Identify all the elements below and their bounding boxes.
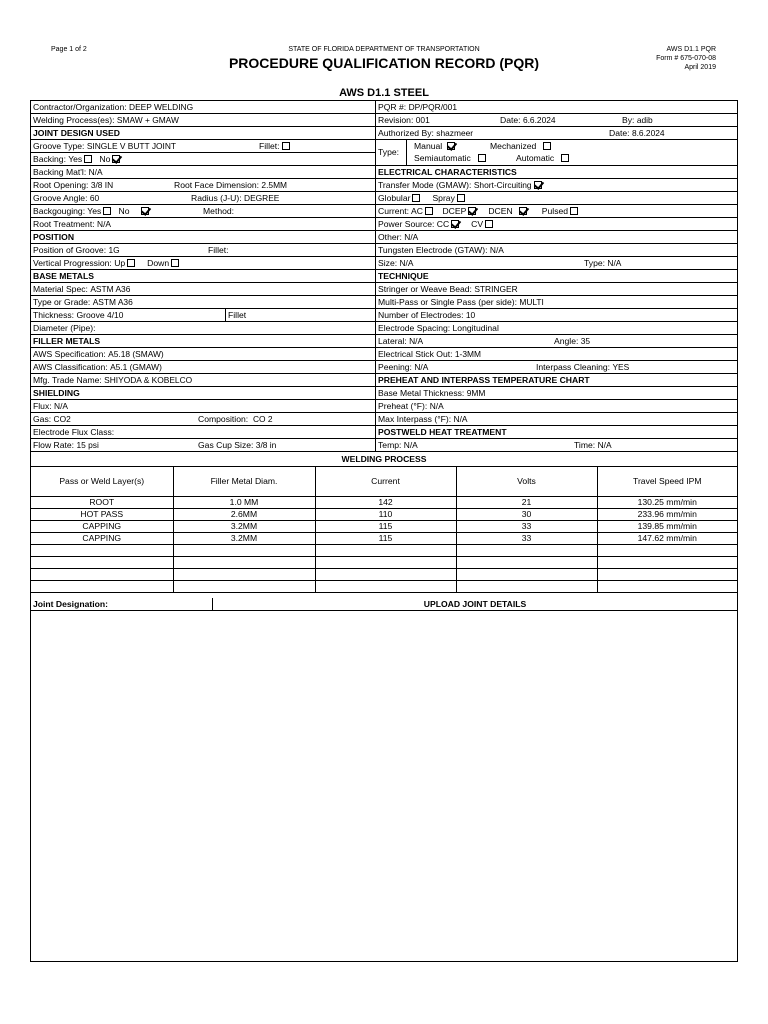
backgouging-row: Backgouging: Yes No Method:	[31, 205, 375, 218]
welding-process-heading: WELDING PROCESS	[31, 453, 737, 467]
table-cell[interactable]: ROOT	[31, 497, 173, 509]
pqr-number-value[interactable]: DP/PQR/001	[408, 102, 457, 112]
angle-value[interactable]: 35	[580, 336, 591, 346]
table-cell[interactable]: 2.6MM	[173, 509, 315, 521]
revision-value[interactable]: 001	[415, 115, 430, 125]
cv-checkbox[interactable]	[485, 220, 493, 228]
tungsten-row: Tungsten Electrode (GTAW): N/A	[375, 244, 737, 257]
backgouging-yes-checkbox[interactable]	[103, 207, 111, 215]
spray-checkbox[interactable]	[457, 194, 465, 202]
thickness-row: Thickness: Groove 4/10 Fillet	[31, 309, 375, 322]
joint-design-heading: JOINT DESIGN USED	[31, 127, 375, 140]
current-row: Current: AC DCEP DCEN Pulsed	[375, 205, 737, 218]
short-circuiting-checkbox[interactable]	[534, 181, 542, 189]
table-row	[31, 497, 737, 509]
other-value[interactable]: N/A	[404, 232, 419, 242]
table-header-cell: Filler Metal Diam.	[173, 467, 315, 497]
authorized-value[interactable]: shazmeer	[436, 128, 474, 138]
material-spec-value[interactable]: ASTM A36	[90, 284, 131, 294]
cup-size-value[interactable]: 3/8 in	[255, 440, 277, 450]
aws-class-value[interactable]: A5.1 (GMAW)	[110, 362, 162, 372]
table-header-cell: Current	[315, 467, 456, 497]
vertical-row: Vertical Progression: Up Down	[31, 257, 375, 270]
backing-mat-row: Backing Mat'l: N/A	[31, 166, 375, 179]
transfer-mode-row: Transfer Mode (GMAW): Short-Circuiting	[375, 179, 737, 192]
table-header-row	[31, 467, 737, 497]
base-thickness-row: Base Metal Thickness: 9MM	[375, 387, 737, 400]
table-cell[interactable]: 21	[456, 497, 597, 509]
type-divider	[406, 140, 407, 165]
table-row	[31, 521, 737, 533]
automatic-checkbox[interactable]	[561, 154, 569, 162]
electrodes-row: Number of Electrodes: 10	[375, 309, 737, 322]
time-value[interactable]: N/A	[597, 440, 612, 450]
form-number: Form # 675-070-08	[656, 55, 716, 62]
table-cell[interactable]	[315, 581, 456, 593]
mechanized-checkbox[interactable]	[543, 142, 551, 150]
table-row	[31, 533, 737, 545]
technique-heading: TECHNIQUE	[375, 270, 737, 283]
table-cell[interactable]: 1.0 MM	[173, 497, 315, 509]
flux-row: Flux: N/A	[31, 400, 375, 413]
table-header-cell: Volts	[456, 467, 597, 497]
pulsed-checkbox[interactable]	[570, 207, 578, 215]
electrical-heading: ELECTRICAL CHARACTERISTICS	[375, 166, 737, 179]
root-opening-value[interactable]: 3/8 IN	[90, 180, 114, 190]
temp-value[interactable]: N/A	[403, 440, 418, 450]
globular-row: Globular Spray	[375, 192, 737, 205]
composition-value[interactable]: CO 2	[252, 414, 273, 424]
base-thickness-value[interactable]: 9MM	[466, 388, 486, 398]
manual-checkbox[interactable]	[447, 142, 455, 150]
stickout-row: Electrical Stick Out: 1-3MM	[375, 348, 737, 361]
multipass-row: Multi-Pass or Single Pass (per side): MULTI	[375, 296, 737, 309]
welding-process-table	[31, 467, 737, 593]
form-date: April 2019	[684, 64, 716, 71]
electrodes-value[interactable]: 10	[465, 310, 476, 320]
page-title: PROCEDURE QUALIFICATION RECORD (PQR)	[228, 55, 540, 71]
table-cell[interactable]	[456, 581, 597, 593]
multipass-value[interactable]: MULTI	[519, 297, 544, 307]
table-cell[interactable]: HOT PASS	[31, 509, 173, 521]
contractor-value[interactable]: DEEP WELDING	[129, 102, 194, 112]
groove-row: Groove Type: SINGLE V BUTT JOINT Fillet:	[31, 140, 375, 153]
table-cell[interactable]	[597, 557, 737, 569]
flow-rate-value[interactable]: 15 psi	[76, 440, 99, 450]
table-cell[interactable]: CAPPING	[31, 521, 173, 533]
flow-rate-row: Flow Rate: 15 psi Gas Cup Size: 3/8 in	[31, 439, 375, 452]
by-value[interactable]: adib	[636, 115, 653, 125]
table-cell[interactable]	[31, 545, 173, 557]
root-treatment-value[interactable]: N/A	[97, 219, 111, 229]
table-cell[interactable]: 33	[456, 521, 597, 533]
preheat-value[interactable]: N/A	[429, 401, 444, 411]
size-value[interactable]: N/A	[399, 258, 414, 268]
semiautomatic-checkbox[interactable]	[478, 154, 486, 162]
section-title: AWS D1.1 STEEL	[339, 87, 429, 99]
table-row	[31, 569, 737, 581]
contractor-row: Contractor/Organization: DEEP WELDING	[31, 101, 375, 114]
postweld-heading: POSTWELD HEAT TREATMENT	[375, 426, 737, 439]
table-row	[31, 545, 737, 557]
lateral-row: Lateral: N/A Angle: 35	[375, 335, 737, 348]
tungsten-value[interactable]: N/A	[489, 245, 504, 255]
other-row: Other: N/A	[375, 231, 737, 244]
power-source-row: Power Source: CC CV	[375, 218, 737, 231]
trade-name-value[interactable]: SHIYODA & KOBELCO	[104, 375, 193, 385]
table-cell[interactable]: 115	[315, 521, 456, 533]
type-grade-row: Type or Grade: ASTM A36	[31, 296, 375, 309]
table-header-cell: Travel Speed IPM	[597, 467, 737, 497]
table-cell[interactable]: 130.25 mm/min	[597, 497, 737, 509]
table-cell[interactable]	[456, 557, 597, 569]
radius-value[interactable]: DEGREE	[244, 193, 280, 203]
revision-row: Revision: 001 Date: 6.6.2024 By: adib	[375, 114, 737, 127]
table-cell[interactable]	[597, 545, 737, 557]
ac-checkbox[interactable]	[425, 207, 433, 215]
table-cell[interactable]	[31, 581, 173, 593]
material-spec-row: Material Spec: ASTM A36	[31, 283, 375, 296]
max-interpass-value[interactable]: N/A	[453, 414, 468, 424]
table-header-cell: Pass or Weld Layer(s)	[31, 467, 173, 497]
table-cell[interactable]: 139.85 mm/min	[597, 521, 737, 533]
pqr-number-row: PQR #: DP/PQR/001	[375, 101, 737, 114]
table-cell[interactable]	[315, 557, 456, 569]
vertical-up-checkbox[interactable]	[127, 259, 135, 267]
joint-designation-label: Joint Designation:	[33, 599, 108, 609]
method-label: Method:	[203, 206, 235, 216]
table-cell[interactable]	[597, 581, 737, 593]
page-number: Page 1 of 2	[51, 46, 87, 53]
table-cell[interactable]	[173, 581, 315, 593]
peening-value[interactable]: N/A	[414, 362, 429, 372]
gas-value[interactable]: CO2	[53, 414, 71, 424]
trade-name-row: Mfg. Trade Name: SHIYODA & KOBELCO	[31, 374, 375, 387]
root-opening-row: Root Opening: 3/8 IN Root Face Dimension: 2.5MM	[31, 179, 375, 192]
type-grade-value[interactable]: ASTM A36	[92, 297, 133, 307]
table-cell[interactable]	[456, 545, 597, 557]
form-code: AWS D1.1 PQR	[666, 46, 716, 53]
table-row	[31, 557, 737, 569]
authorized-row: Authorized By: shazmeer Date: 8.6.2024	[375, 127, 737, 140]
position-groove-row: Position of Groove: 1G Fillet:	[31, 244, 375, 257]
diameter-row: Diameter (Pipe):	[31, 322, 375, 335]
flux-value[interactable]: N/A	[54, 401, 68, 411]
backing-mat-value[interactable]: N/A	[88, 167, 103, 177]
table-cell[interactable]: 147.62 mm/min	[597, 533, 737, 545]
transfer-mode-value[interactable]: Short-Circuiting	[473, 180, 532, 190]
preheat-row: Preheat (°F): N/A	[375, 400, 737, 413]
base-metals-heading: BASE METALS	[31, 270, 375, 283]
table-cell[interactable]	[597, 569, 737, 581]
table-cell[interactable]	[173, 545, 315, 557]
authorized-date-value[interactable]: 8.6.2024	[631, 128, 665, 138]
backing-row: Backing: Yes No	[31, 153, 375, 166]
groove-angle-row: Groove Angle: 60 Radius (J-U): DEGREE	[31, 192, 375, 205]
backing-yes-checkbox[interactable]	[84, 155, 92, 163]
tungsten-type-value[interactable]: N/A	[607, 258, 622, 268]
flux-class-row: Electrode Flux Class:	[31, 426, 375, 439]
table-cell[interactable]: 110	[315, 509, 456, 521]
size-row: Size: N/A Type: N/A	[375, 257, 737, 270]
table-row	[31, 509, 737, 521]
table-cell[interactable]	[173, 557, 315, 569]
gas-row: Gas: CO2 Composition: CO 2	[31, 413, 375, 426]
vertical-down-checkbox[interactable]	[171, 259, 179, 267]
table-cell[interactable]: 142	[315, 497, 456, 509]
groove-value[interactable]: SINGLE V BUTT JOINT	[86, 141, 177, 151]
aws-spec-row: AWS Specification: A5.18 (SMAW)	[31, 348, 375, 361]
table-cell[interactable]: 30	[456, 509, 597, 521]
pqr-form	[30, 100, 738, 962]
globular-checkbox[interactable]	[412, 194, 420, 202]
table-cell[interactable]: 33	[456, 533, 597, 545]
table-cell[interactable]: 3.2MM	[173, 521, 315, 533]
backgouging-no-checkbox[interactable]	[141, 207, 149, 215]
preheat-chart-heading: PREHEAT AND INTERPASS TEMPERATURE CHART	[375, 374, 737, 387]
aws-class-row: AWS Classification: A5.1 (GMAW)	[31, 361, 375, 374]
fillet-checkbox[interactable]	[282, 142, 290, 150]
agency-name: STATE OF FLORIDA DEPARTMENT OF TRANSPORTATION	[288, 46, 480, 53]
process-value[interactable]: SMAW + GMAW	[116, 115, 179, 125]
table-cell[interactable]: 233.96 mm/min	[597, 509, 737, 521]
peening-row: Peening: N/A Interpass Cleaning: YES	[375, 361, 737, 374]
table-cell[interactable]	[31, 557, 173, 569]
table-cell[interactable]	[173, 569, 315, 581]
position-heading: POSITION	[31, 231, 375, 244]
groove-angle-value[interactable]: 60	[89, 193, 100, 203]
table-cell[interactable]	[315, 545, 456, 557]
lateral-value[interactable]: N/A	[409, 336, 424, 346]
joint-details-area[interactable]	[31, 611, 737, 961]
interpass-cleaning-value[interactable]: YES	[612, 362, 630, 372]
root-treatment-row: Root Treatment: N/A	[31, 218, 375, 231]
table-cell[interactable]	[31, 569, 173, 581]
spacing-row: Electrode Spacing: Longitudinal	[375, 322, 737, 335]
process-row: Welding Process(es): SMAW + GMAW	[31, 114, 375, 127]
aws-spec-value[interactable]: A5.18 (SMAW)	[108, 349, 164, 359]
stickout-value[interactable]: 1-3MM	[454, 349, 481, 359]
max-interpass-row: Max Interpass (°F): N/A	[375, 413, 737, 426]
thickness-value[interactable]: 4/10	[107, 310, 124, 320]
upload-joint-details-button[interactable]: UPLOAD JOINT DETAILS	[423, 599, 527, 609]
table-row	[31, 581, 737, 593]
position-groove-value[interactable]: 1G	[108, 245, 120, 255]
temp-row: Temp: N/A Time: N/A	[375, 439, 737, 452]
table-cell[interactable]: CAPPING	[31, 533, 173, 545]
backing-no-checkbox[interactable]	[112, 155, 120, 163]
shielding-heading: SHIELDING	[31, 387, 375, 400]
joint-designation-row	[31, 598, 737, 611]
dcen-checkbox[interactable]	[519, 207, 527, 215]
stringer-value[interactable]: STRINGER	[474, 284, 518, 294]
revision-date-value[interactable]: 6.6.2024	[522, 115, 556, 125]
filler-metals-heading: FILLER METALS	[31, 335, 375, 348]
type-row: Type: Manual Mechanized Semiautomatic Automatic	[375, 140, 737, 166]
dcep-checkbox[interactable]	[468, 207, 476, 215]
root-face-value[interactable]: 2.5MM	[261, 180, 288, 190]
table-cell[interactable]: 115	[315, 533, 456, 545]
stringer-row: Stringer or Weave Bead: STRINGER	[375, 283, 737, 296]
cc-checkbox[interactable]	[451, 220, 459, 228]
table-cell[interactable]: 3.2MM	[173, 533, 315, 545]
table-cell[interactable]	[456, 569, 597, 581]
table-cell[interactable]	[315, 569, 456, 581]
